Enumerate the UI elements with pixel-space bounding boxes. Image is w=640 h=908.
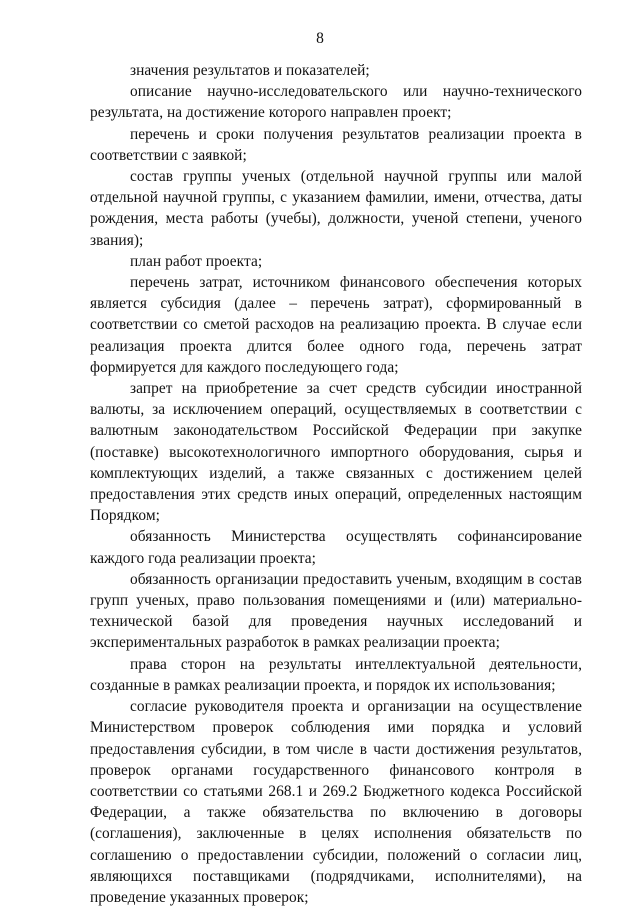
paragraph-cofinancing: обязанность Министерства осуществлять софинансирование каждого года реализации проекта;	[90, 528, 582, 567]
paragraph-results-schedule: перечень и сроки получения результатов реализации проекта в соответствии с заявкой;	[90, 125, 582, 164]
paragraph-scientist-group: состав группы ученых (отдельной научной группы или малой отдельной научной группы, с указанием фамилии, имени, отчества, даты рождения, места работы (учебы), должности, ученой степени, ученого звания);	[90, 168, 582, 249]
paragraph-ip-rights: права сторон на результаты интеллектуальной деятельности, созданные в рамках реализации проекта, и порядок их использования;	[90, 655, 582, 694]
paragraph-facilities: обязанность организации предоставить ученым, входящим в состав групп ученых, право пользования помещениями и (или) материально-технической базой для проведения научных исследований и экспериментальных разработок в рамках реализации проекта;	[90, 570, 582, 652]
paragraph-results-values: значения результатов и показателей;	[130, 62, 370, 79]
paragraph-work-plan: план работ проекта;	[130, 252, 263, 270]
paragraph-result-description: описание научно-исследовательского или научно-технического результата, на достижение которого направлен проект;	[90, 83, 582, 122]
document-body	[90, 60, 582, 908]
page-number: 8	[316, 30, 324, 47]
paragraph-cost-list: перечень затрат, источником финансового обеспечения которых является субсидия (далее – перечень затрат), сформированный в соответствии со сметой расходов на реализацию проекта. В случае если реализация проекта длится более одного года, перечень затрат формируется для каждого последующего года;	[90, 274, 582, 376]
paragraph-inspection-consent: согласие руководителя проекта и организации на осуществление Министерством проверок соблюдения ими порядка и условий предоставления субсидии, в том числе в части достижения результатов, проверок органами государственного финансового контроля в соответствии со статьями 268.1 и 269.2 Бюджетного кодекса Российской Федерации, а также обязательства по включению в договоры (соглашения), заключенные в целях исполнения обязательств по соглашению о предоставлении субсидии, положений о согласии лиц, являющихся поставщиками (подрядчиками, исполнителями), на проведение указанных проверок;	[90, 698, 582, 906]
paragraph-currency-ban: запрет на приобретение за счет средств субсидии иностранной валюты, за исключением операций, осуществляемых в соответствии с валютным законодательством Российской Федерации при закупке (поставке) высокотехнологичного импортного оборудования, сырья и комплектующих изделий, а также связанных с достижением целей предоставления этих средств иных операций, определенных настоящим Порядком;	[90, 380, 582, 525]
